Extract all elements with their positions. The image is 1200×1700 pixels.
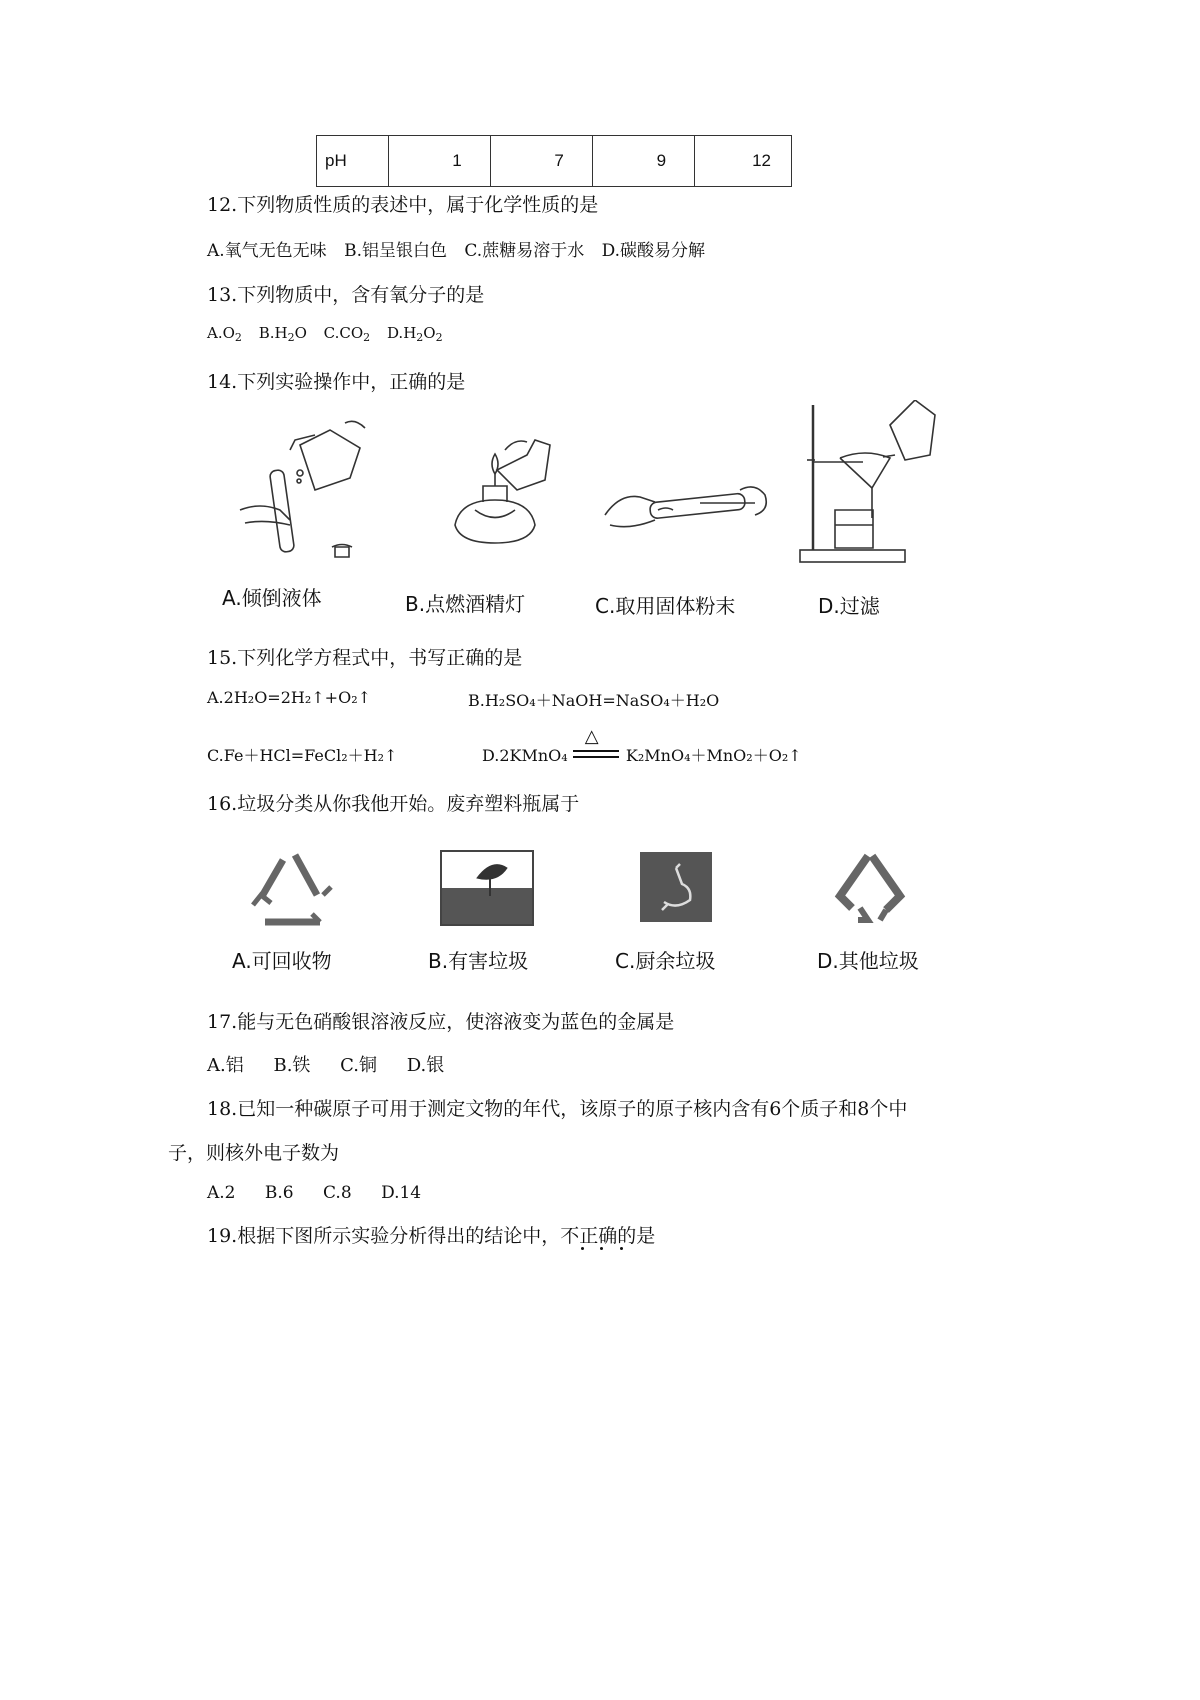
question-17-options — [207, 1051, 444, 1077]
question-16-stem: 16.垃圾分类从你我他开始。废弃塑料瓶属于 — [207, 793, 580, 815]
option-d[interactable]: D.碳酸易分解 — [601, 241, 706, 261]
caption-d: D.过滤 — [818, 594, 880, 618]
taking-solid-powder-illustration — [600, 470, 775, 545]
ph-value-cell: 12 — [695, 136, 792, 187]
equation-a[interactable]: A.2H₂O=2H₂↑+O₂↑ — [207, 688, 372, 707]
option-d[interactable]: D.银 — [406, 1055, 445, 1076]
option-b-text: B.H — [258, 324, 288, 342]
option-d[interactable] — [387, 324, 443, 344]
equals-bar — [573, 750, 619, 758]
question-12-stem: 12.下列物质性质的表述中，属于化学性质的是 — [207, 194, 599, 216]
option-c-subscript: 2 — [363, 331, 371, 344]
caption-a: A.可回收物 — [232, 949, 332, 973]
heating-symbol: △ — [584, 726, 599, 747]
option-c[interactable]: C.8 — [323, 1183, 352, 1203]
option-a[interactable]: A.2 — [207, 1183, 236, 1203]
kitchen-waste-icon — [640, 852, 712, 922]
caption-b: B.点燃酒精灯 — [405, 592, 526, 616]
question-18-options — [207, 1183, 421, 1203]
hazardous-waste-icon — [440, 850, 534, 926]
option-d[interactable]: D.14 — [381, 1183, 422, 1203]
filtration-illustration — [795, 400, 940, 565]
equation-c[interactable]: C.Fe＋HCl=FeCl₂＋H₂↑ — [207, 746, 398, 765]
question-18-stem-line-1: 18.已知一种碳原子可用于测定文物的年代，该原子的原子核内含有6个质子和8个中 — [207, 1098, 908, 1120]
question-13-options — [207, 324, 443, 344]
equation-b[interactable]: B.H₂SO₄＋NaOH=NaSO₄＋H₂O — [468, 691, 720, 710]
ph-value-cell: 9 — [592, 136, 694, 187]
option-b[interactable]: B.铝呈银白色 — [344, 241, 447, 261]
lighting-alcohol-lamp-illustration — [435, 430, 555, 565]
option-c[interactable] — [324, 324, 371, 344]
reaction-condition — [573, 726, 621, 758]
ph-label-cell: pH — [317, 136, 389, 187]
ph-table — [316, 135, 792, 187]
equation-d-right: K₂MnO₄＋MnO₂＋O₂↑ — [625, 746, 802, 765]
caption-c: C.厨余垃圾 — [615, 949, 716, 973]
question-14-stem: 14.下列实验操作中，正确的是 — [207, 371, 466, 393]
option-d-text: D.H — [386, 324, 417, 342]
question-12-options — [207, 236, 705, 261]
caption-d: D.其他垃圾 — [817, 949, 919, 973]
caption-c: C.取用固体粉末 — [595, 594, 736, 618]
ph-value-cell: 7 — [490, 136, 592, 187]
pouring-liquid-illustration — [225, 415, 395, 570]
option-a[interactable]: A.氧气无色无味 — [207, 241, 327, 261]
emphasis-dot — [581, 1247, 584, 1250]
option-a[interactable] — [207, 324, 242, 344]
question-17-stem: 17.能与无色硝酸银溶液反应，使溶液变为蓝色的金属是 — [207, 1011, 675, 1033]
option-b-tail: O — [294, 324, 307, 342]
equation-d[interactable] — [482, 726, 802, 766]
option-d-mid: O — [423, 324, 436, 342]
option-a-subscript: 2 — [234, 331, 242, 344]
option-b[interactable]: B.铁 — [273, 1055, 311, 1076]
emphasis-dot — [620, 1247, 623, 1250]
option-b-subscript: 2 — [287, 331, 295, 344]
question-13-stem: 13.下列物质中，含有氧分子的是 — [207, 284, 485, 306]
option-c[interactable]: C.蔗糖易溶于水 — [464, 241, 585, 261]
option-d-subscript: 2 — [416, 331, 424, 344]
option-a-text: A.O — [207, 324, 235, 342]
equation-d-left: D.2KMnO₄ — [482, 746, 568, 765]
option-b[interactable]: B.6 — [264, 1183, 294, 1203]
option-b[interactable] — [259, 324, 307, 344]
option-c[interactable]: C.铜 — [340, 1055, 378, 1076]
option-d-subscript-2: 2 — [435, 331, 443, 344]
question-19-stem: 19.根据下图所示实验分析得出的结论中，不正确的是 — [207, 1225, 656, 1247]
question-18-stem-line-2: 子，则核外电子数为 — [168, 1142, 340, 1164]
option-c-text: C.CO — [323, 324, 364, 342]
caption-a: A.倾倒液体 — [222, 586, 322, 610]
caption-b: B.有害垃圾 — [428, 949, 529, 973]
emphasis-dot — [600, 1247, 603, 1250]
recyclable-icon — [245, 850, 345, 935]
ph-value-cell: 1 — [388, 136, 490, 187]
question-15-stem: 15.下列化学方程式中，书写正确的是 — [207, 647, 523, 669]
other-waste-icon — [830, 848, 910, 933]
option-a[interactable]: A.铝 — [207, 1055, 244, 1076]
